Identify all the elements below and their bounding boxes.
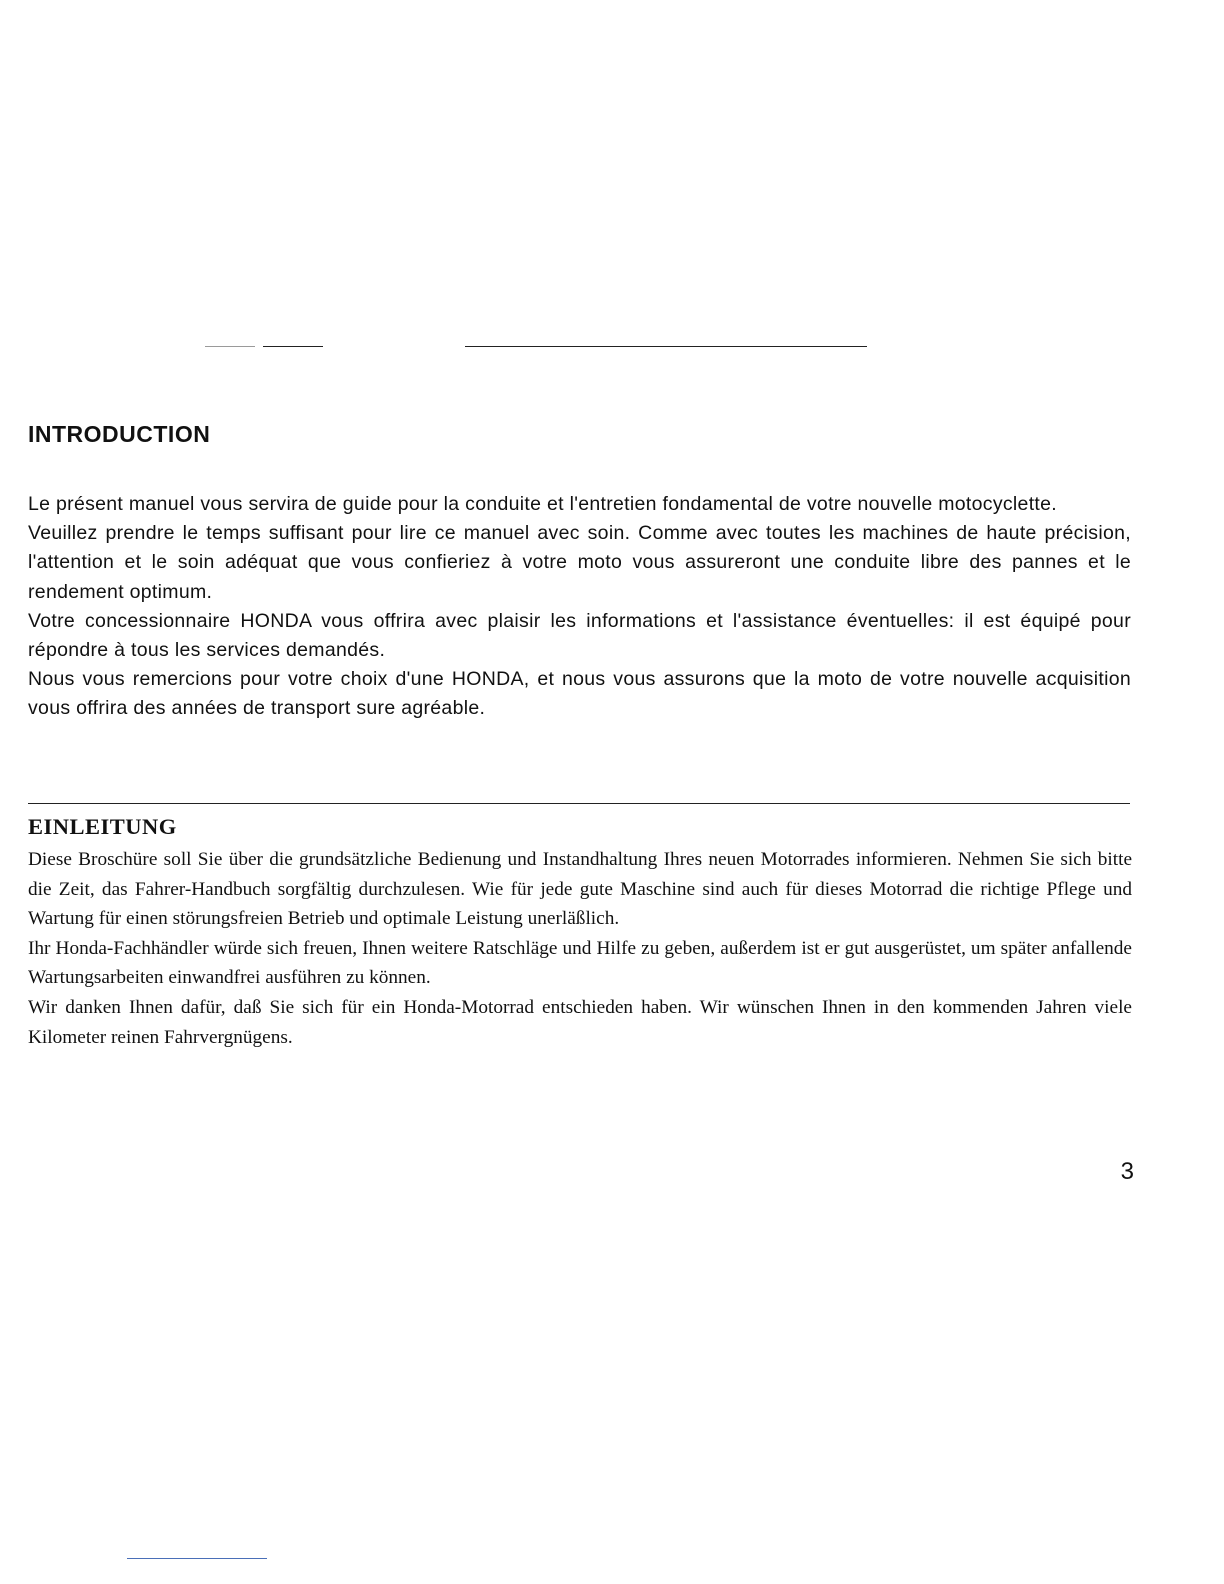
- top-rule-long: [465, 346, 867, 347]
- french-paragraph-1: Le présent manuel vous servira de guide pour la conduite et l'entretien fondamental de votre nouvelle motocyclette.: [28, 493, 1057, 515]
- section-divider: [28, 803, 1130, 804]
- german-paragraph-2: Ihr Honda-Fachhändler würde sich freuen, Ihnen weitere Ratschläge und Hilfe zu geben, außerdem ist er gut ausgerüstet, um später anfallende Wartungsarbeiten einwandfrei ausführen zu können.: [28, 937, 1132, 989]
- german-paragraph-1: Diese Broschüre soll Sie über die grundsätzliche Bedienung und Instandhaltung Ihres neuen Motorrades informieren. Nehmen Sie sich bitte die Zeit, das Fahrer-Handbuch sorgfältig durchzulesen. Wie für jede gute Maschine sind auch für dieses Motorrad die richtige Pflege und Wartung für einen störungsfreien Betrieb und optimale Leistung unerläßlich.: [28, 849, 1132, 930]
- french-heading: INTRODUCTION: [28, 421, 211, 447]
- german-heading: EINLEITUNG: [28, 814, 177, 839]
- top-rule-fragment-1: [205, 346, 255, 347]
- german-paragraph-3: Wir danken Ihnen dafür, daß Sie sich für ein Honda-Motorrad entschieden haben. Wir wünschen Ihnen in den kommenden Jahren viele Kilometer reinen Fahrvergnügens.: [28, 996, 1132, 1048]
- french-introduction-section: [28, 420, 1131, 724]
- french-paragraph-3: Votre concessionnaire HONDA vous offrira avec plaisir les informations et l'assistance éventuelles: il est équipé pour répondre à tous les services demandés.: [28, 609, 1131, 662]
- bottom-rule: [127, 1558, 267, 1559]
- page-number: 3: [1120, 1158, 1134, 1185]
- top-rule-short: [263, 346, 323, 347]
- french-paragraph-4: Nous vous remercions pour votre choix d'une HONDA, et nous vous assurons que la moto de votre nouvelle acquisition vous offrira des années de transport sure agréable.: [28, 668, 1131, 720]
- french-paragraph-2: Veuillez prendre le temps suffisant pour lire ce manuel avec soin. Comme avec toutes les machines de haute précision, l'attention et le soin adéquat que vous confieriez à votre moto vous assureront une conduite libre des pannes et le rendement optimum.: [28, 522, 1131, 603]
- german-introduction-section: [28, 812, 1132, 1052]
